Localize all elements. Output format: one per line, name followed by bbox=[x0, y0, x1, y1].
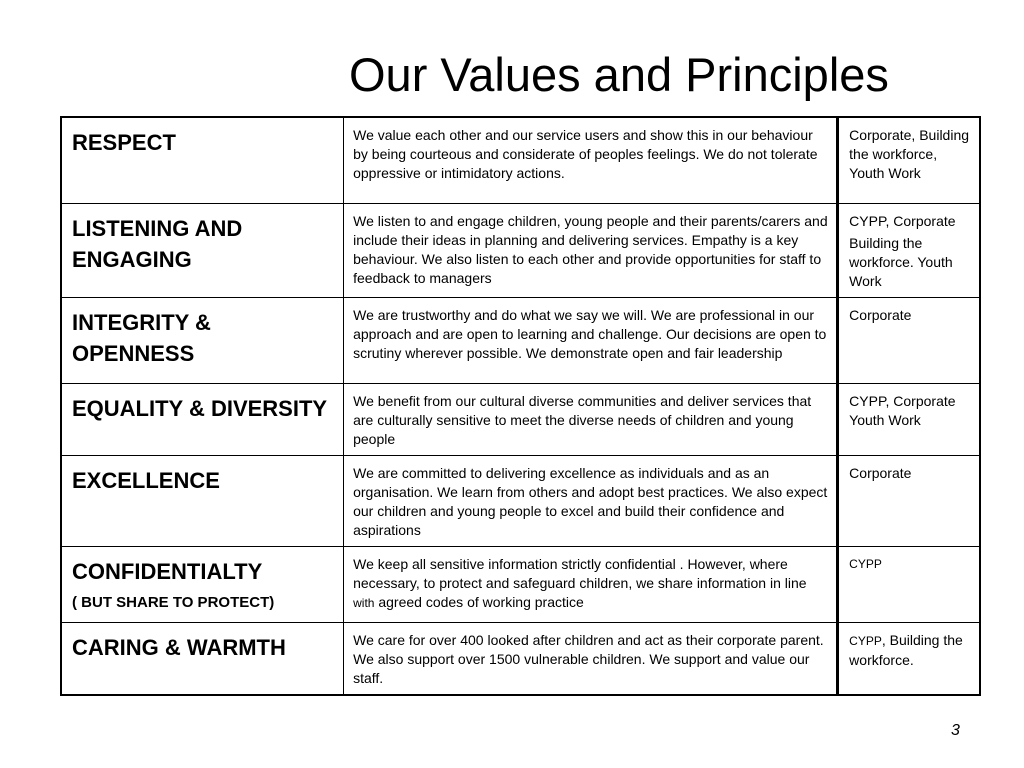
value-cell bbox=[61, 203, 344, 297]
slide-title: Our Values and Principles bbox=[349, 48, 889, 101]
value-name: CARING & WARMTH bbox=[72, 634, 286, 660]
page-number: 3 bbox=[951, 722, 960, 739]
value-description: We benefit from our cultural diverse communities and deliver services that are culturally sensitive to meet the diverse needs of children and young people bbox=[353, 392, 812, 447]
value-description: We are trustworthy and do what we say we will. We are professional in our approach and are open to learning and challenge. Our decisions are open to scrutiny wherever possible. We demonstrate open and fair leadership bbox=[353, 306, 827, 361]
area-text: CYPP, Corporate bbox=[849, 212, 956, 229]
description-cell bbox=[344, 203, 838, 297]
value-cell bbox=[61, 117, 344, 203]
value-cell bbox=[61, 546, 344, 622]
value-name: EQUALITY & DIVERSITY bbox=[72, 395, 328, 421]
description-cell bbox=[344, 383, 838, 455]
area-cell bbox=[838, 546, 980, 622]
values-table bbox=[60, 116, 981, 696]
table-row bbox=[61, 383, 980, 455]
value-description: We value each other and our service users and show this in our behaviour by being courteous and considerate of peoples feelings. We do not tolerate oppressive or intimidatory actions. bbox=[353, 127, 818, 181]
value-cell bbox=[61, 297, 344, 383]
table-row bbox=[61, 117, 980, 203]
value-cell bbox=[61, 455, 344, 546]
value-name: EXCELLENCE bbox=[72, 467, 220, 493]
value-description: We are committed to delivering excellence as individuals and as an organisation. We learn from others and adopt best practices. We also expect our children and young people to excel and build their confidence and aspirations bbox=[353, 464, 828, 538]
area-text: Corporate, Building the workforce, Youth Work bbox=[849, 127, 970, 181]
area-text: Building the workforce. Youth Work bbox=[849, 234, 953, 289]
value-note: ( BUT SHARE TO PROTECT) bbox=[72, 593, 275, 611]
area-text: CYPP, Building the workforce. bbox=[849, 631, 963, 668]
value-name: CONFIDENTIALTY bbox=[72, 558, 263, 584]
value-description: We care for over 400 looked after children and act as their corporate parent. We also support over 1500 vulnerable children. We support and value our staff. bbox=[353, 631, 824, 686]
area-cell bbox=[838, 297, 980, 383]
table-row bbox=[61, 622, 980, 695]
area-cell bbox=[838, 455, 980, 546]
value-name: RESPECT bbox=[72, 130, 176, 155]
area-text: CYPP, Corporate Youth Work bbox=[849, 392, 956, 428]
table-row bbox=[61, 546, 980, 622]
table-row bbox=[61, 297, 980, 383]
area-text: Corporate bbox=[849, 464, 912, 481]
area-cell bbox=[838, 622, 980, 695]
table-row bbox=[61, 455, 980, 546]
description-cell bbox=[344, 117, 838, 203]
area-cell bbox=[838, 383, 980, 455]
description-cell bbox=[344, 622, 838, 695]
value-name: INTEGRITY & OPENNESS bbox=[72, 309, 211, 366]
value-description: We keep all sensitive information strictly confidential . However, where necessary, to protect and safeguard children, we share information in line with agreed codes of working practice bbox=[353, 555, 807, 610]
description-cell bbox=[344, 546, 838, 622]
area-text: CYPP bbox=[849, 556, 882, 571]
value-cell bbox=[61, 383, 344, 455]
description-cell bbox=[344, 455, 838, 546]
value-description: We listen to and engage children, young people and their parents/carers and include their ideas in planning and delivering services. Empathy is a key behaviour. We also listen to each other and provide opportunities for staff to feedback to managers bbox=[353, 212, 828, 286]
table-row bbox=[61, 203, 980, 297]
area-cell bbox=[838, 203, 980, 297]
value-cell bbox=[61, 622, 344, 695]
description-cell bbox=[344, 297, 838, 383]
area-text: Corporate bbox=[849, 306, 912, 323]
area-cell bbox=[838, 117, 980, 203]
value-name: LISTENING AND ENGAGING bbox=[72, 215, 243, 272]
